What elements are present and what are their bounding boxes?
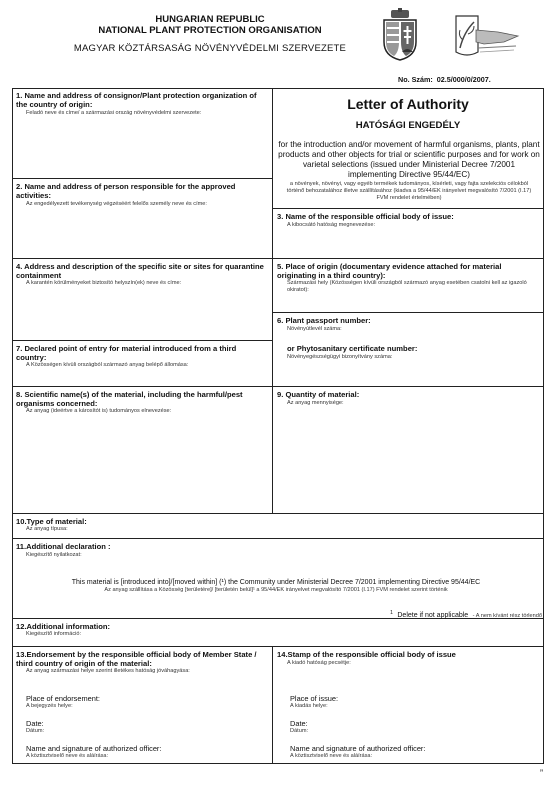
- field-2-label-hu: Az engedélyezett tevékenység végzéséért felelős személy neve és címe:: [26, 201, 207, 207]
- field-11-label: 11.Additional declaration :: [16, 542, 111, 551]
- footnote-sup: 1: [390, 610, 393, 616]
- field-7-label: 7. Declared point of entry for material introduced from a third country:: [16, 344, 237, 362]
- field-2-label: 2. Name and address of person responsible for the approved activities:: [16, 182, 236, 200]
- field-1-value[interactable]: [14, 120, 270, 176]
- footer-mark: ”: [540, 768, 543, 778]
- coat-of-arms-icon: [380, 8, 420, 62]
- field-14-sign-label-hu: A köztisztviselő neve és aláírása:: [290, 753, 373, 759]
- field-9-value[interactable]: [274, 410, 542, 510]
- field-8-label-hu: Az anyag (ideértve a károsítót is) tudományos elnevezése:: [26, 408, 172, 414]
- field-9-label-hu: Az anyag mennyisége:: [287, 400, 344, 406]
- field-13-date-label-hu: Dátum:: [26, 728, 45, 734]
- field-3-label-hu: A kibocsátó hatóság megnevezése:: [287, 222, 376, 228]
- field-14-label-hu: A kiadó hatóság pecsétje:: [287, 660, 351, 666]
- field-13-sign-label: Name and signature of authorized officer:: [26, 744, 162, 753]
- header-line1: HUNGARIAN REPUBLIC: [155, 14, 265, 25]
- field-7-value[interactable]: [14, 370, 270, 384]
- document-title: Letter of Authority: [347, 96, 469, 112]
- field-14-label: 14.Stamp of the responsible official body of issue: [277, 650, 456, 659]
- field-10-label: 10.Type of material:: [16, 517, 87, 526]
- field-9-label: 9. Quantity of material:: [277, 390, 360, 399]
- document-description: for the introduction and/or movement of harmful organisms, plants, plant products and other objects for trial or scientific purposes and for work on varietal selections (issued under Ministerial Decree 7/2001 implementing Directive 95/44/EC): [278, 140, 540, 179]
- field-6-value[interactable]: [274, 362, 542, 384]
- plant-protection-logo-icon: [448, 12, 520, 60]
- document-title-hu: HATÓSÁGI ENGEDÉLY: [355, 120, 461, 131]
- divider-vertical-upper: [272, 88, 273, 513]
- number-label: No. Szám:: [398, 75, 433, 84]
- field-4-label-hu: A karantén körülményeket biztosító helyszín(ek) neve és címe:: [26, 280, 182, 286]
- document-number: [398, 75, 491, 84]
- field-11-statement: This material is [introduced into]/[moved within] (¹) the Community under Ministerial Decree 7/2001 implementing Directive 95/44/EC: [71, 579, 481, 586]
- field-13-place-label: Place of endorsement:: [26, 694, 100, 703]
- field-14-date-label: Date:: [290, 719, 308, 728]
- field-13-sign-label-hu: A köztisztviselő neve és aláírása:: [26, 753, 109, 759]
- field-11-statement-hu: Az anyag szállítása a Közösség [területére]/ [területén belül]¹ a 95/44/EK irányelvet megvalósító 7/2001 (I.17) FVM rendelet szerint történik: [104, 587, 448, 593]
- number-value: 02.5/000/0/2007.: [436, 75, 491, 84]
- field-8-label: 8. Scientific name(s) of the material, including the harmful/pest organisms concerned:: [16, 390, 243, 408]
- field-14-date-label-hu: Dátum:: [290, 728, 309, 734]
- field-5-label-hu: Származási hely (Közösségen kívüli országból származó anyag esetében csatolni kell az igazoló okiratot):: [287, 280, 527, 293]
- field-14-sign-label: Name and signature of authorized officer:: [290, 744, 426, 753]
- field-6-label-2: or Phytosanitary certificate number:: [287, 344, 418, 353]
- field-4-label: 4. Address and description of the specific site or sites for quarantine containment: [16, 262, 264, 280]
- field-6-label: 6. Plant passport number:: [277, 316, 371, 325]
- header-line3: MAGYAR KÖZTÁRSASÁG NÖVÉNYVÉDELMI SZERVEZETE: [73, 43, 347, 54]
- field-3-value[interactable]: [274, 230, 542, 256]
- divider-vertical-lower: [272, 646, 273, 764]
- field-12-label-hu: Kiegészítő információ:: [26, 631, 82, 637]
- footnote-text-hu: - A nem kívánt rész törlendő: [472, 613, 542, 619]
- field-4-value[interactable]: [14, 290, 270, 338]
- document-description-hu: a növények, növényi, vagy egyéb termékek tudományos, kísérleti, vagy fajta szelekciós célokból történő behozatalához illetve szállításához (kiadva a 95/44/EK irányelvet megvalósító 7/2001 (I.17) FVM rendelet értelmében): [286, 181, 532, 201]
- field-11-footnote: [330, 604, 542, 622]
- field-8-value[interactable]: [14, 418, 270, 510]
- field-11-label-hu: Kiegészítő nyilatkozat:: [26, 552, 82, 558]
- field-5-label: 5. Place of origin (documentary evidence attached for material originating in a third country):: [277, 262, 502, 280]
- field-13-label-hu: Az anyag származási helye szerint illetékes hatóság jóváhagyása:: [26, 668, 190, 674]
- field-12-label: 12.Additional information:: [16, 622, 111, 631]
- field-5-value[interactable]: [274, 296, 542, 310]
- field-13-place-label-hu: A bejegyzés helye:: [26, 703, 73, 709]
- field-14-place-label: Place of issue:: [290, 694, 339, 703]
- header-line2: NATIONAL PLANT PROTECTION ORGANISATION: [98, 25, 322, 36]
- field-13-date-label: Date:: [26, 719, 44, 728]
- field-14-place-label-hu: A kiadás helye:: [290, 703, 328, 709]
- field-3-label: 3. Name of the responsible official body of issue:: [277, 212, 454, 221]
- field-10-label-hu: Az anyag típusa:: [26, 526, 68, 532]
- field-13-label: 13.Endorsement by the responsible official body of Member State / third country of origin of the material:: [16, 650, 257, 668]
- field-1-label: 1. Name and address of consignor/Plant protection organization of the country of origin:: [16, 91, 257, 109]
- field-6-label-2-hu: Növényegészségügyi bizonyítvány száma:: [287, 354, 393, 360]
- field-2-value[interactable]: [14, 210, 270, 256]
- field-7-label-hu: A Közösségen kívüli országból származó anyag belépő állomása:: [26, 362, 189, 368]
- footnote-text: Delete if not applicable: [397, 612, 469, 619]
- field-1-label-hu: Feladó neve és címe/ a származási ország növényvédelmi szervezete:: [26, 110, 202, 116]
- field-6-label-hu: Növényútlevél száma:: [287, 326, 342, 332]
